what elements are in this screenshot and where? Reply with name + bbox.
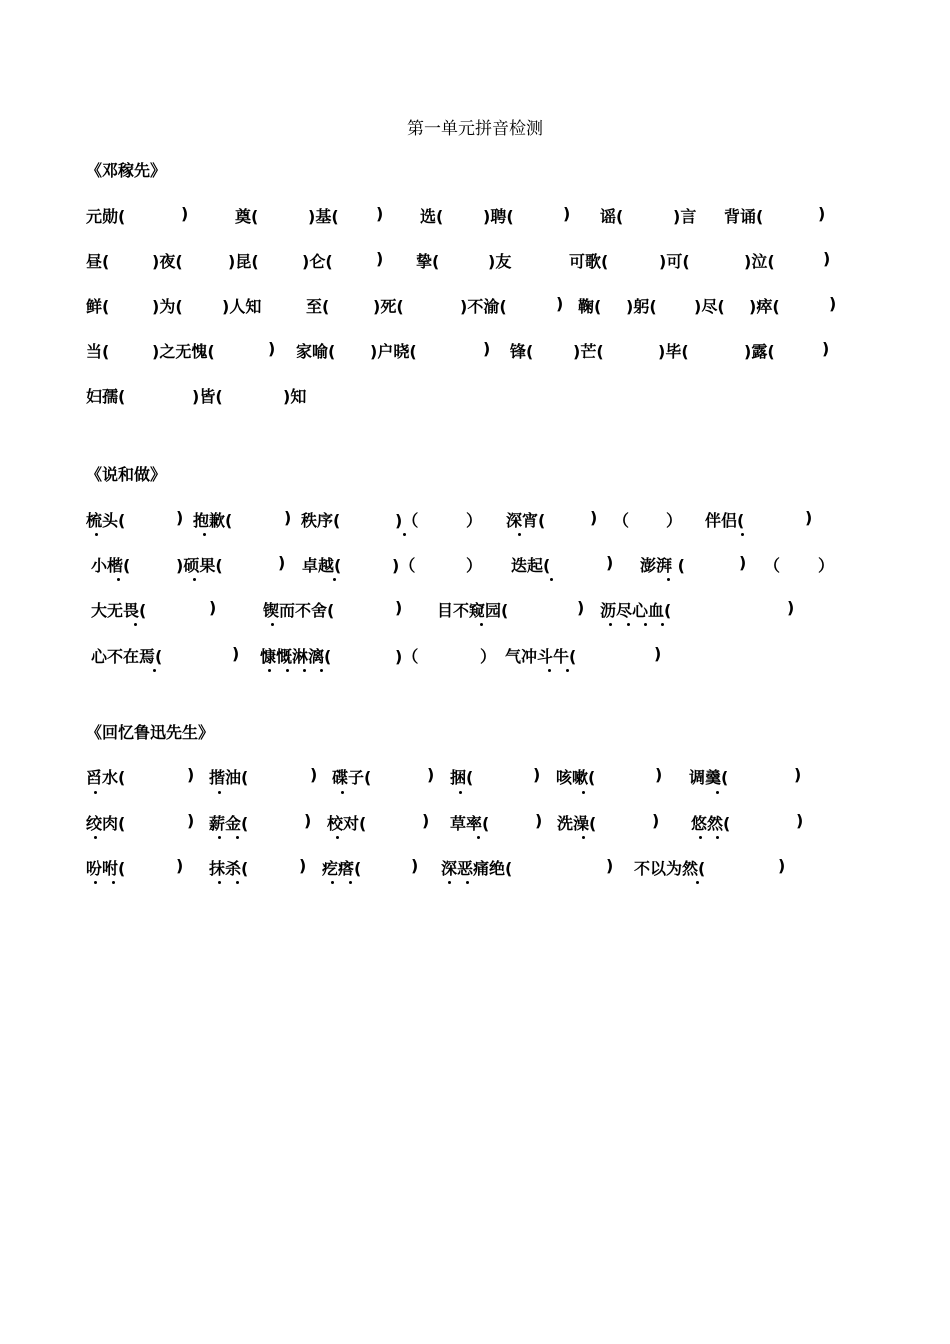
exercise-line — [0, 204, 950, 230]
exercise-text: ) — [654, 644, 662, 663]
exercise-text: )基( — [308, 207, 339, 226]
exercise-text: 挚( — [416, 252, 440, 271]
exercise-text: ) — [395, 598, 403, 617]
exercise-text: )（ — [392, 556, 416, 575]
exercise-line — [0, 249, 950, 275]
emphasis-dot — [336, 836, 339, 839]
emphasis-dot — [716, 791, 719, 794]
exercise-text: 澎湃 ( — [640, 556, 685, 575]
emphasis-dot — [582, 791, 585, 794]
exercise-text: （ — [613, 511, 630, 530]
emphasis-dot — [341, 791, 344, 794]
emphasis-dot — [582, 836, 585, 839]
exercise-line — [0, 384, 950, 410]
emphasis-dot — [333, 578, 336, 581]
emphasis-dot — [741, 533, 744, 536]
exercise-text: 捆( — [450, 768, 474, 787]
exercise-text: 小楷( — [91, 556, 131, 575]
exercise-text: 卓越( — [302, 556, 342, 575]
exercise-text: 当( — [86, 342, 110, 361]
emphasis-dot — [112, 881, 115, 884]
exercise-text: )（ — [395, 511, 419, 530]
emphasis-dot — [448, 881, 451, 884]
exercise-text: ) — [209, 598, 217, 617]
exercise-text: )毕( — [658, 342, 689, 361]
exercise-text: ) — [422, 811, 430, 830]
exercise-text: 至( — [306, 297, 330, 316]
emphasis-dot — [268, 669, 271, 672]
exercise-text: 碟子( — [332, 768, 372, 787]
exercise-text: )芒( — [573, 342, 604, 361]
exercise-text: ) — [577, 598, 585, 617]
exercise-text: 元勋( — [86, 207, 126, 226]
exercise-text: ) — [805, 508, 813, 527]
emphasis-dot — [403, 533, 406, 536]
exercise-text: ） — [480, 647, 497, 666]
emphasis-dot — [477, 836, 480, 839]
emphasis-dot — [696, 881, 699, 884]
exercise-text: )仑( — [302, 252, 333, 271]
section-title: 《回忆鲁迅先生》 — [86, 723, 215, 742]
exercise-text: ) — [232, 644, 240, 663]
exercise-text: ) — [483, 339, 491, 358]
exercise-line — [0, 508, 950, 534]
exercise-text: ) — [590, 508, 598, 527]
exercise-text: 锋( — [510, 342, 534, 361]
exercise-text: )知 — [283, 387, 307, 406]
emphasis-dot — [644, 623, 647, 626]
emphasis-dot — [153, 669, 156, 672]
exercise-text: 舀水( — [86, 768, 126, 787]
exercise-text: 选( — [420, 207, 444, 226]
emphasis-dot — [94, 791, 97, 794]
exercise-line — [0, 598, 950, 624]
exercise-line — [0, 811, 950, 837]
exercise-text: 薪金( — [209, 814, 249, 833]
exercise-text: ) — [796, 811, 804, 830]
exercise-text: 调羹( — [689, 768, 729, 787]
emphasis-dot — [331, 881, 334, 884]
exercise-text: 迭起( — [511, 556, 551, 575]
exercise-text: ) — [794, 765, 802, 784]
exercise-text: ) — [818, 204, 826, 223]
emphasis-dot — [349, 881, 352, 884]
exercise-text: )露( — [744, 342, 775, 361]
exercise-text: )聘( — [483, 207, 514, 226]
exercise-text: 妇孺( — [86, 387, 126, 406]
emphasis-dot — [566, 669, 569, 672]
exercise-text: 揩油( — [209, 768, 249, 787]
emphasis-dot — [303, 669, 306, 672]
exercise-text: ) — [606, 856, 614, 875]
emphasis-dot — [134, 623, 137, 626]
exercise-text: 吩咐( — [86, 859, 126, 878]
exercise-text: ) — [556, 294, 564, 313]
exercise-text: 深恶痛绝( — [441, 859, 513, 878]
exercise-text: ) — [535, 811, 543, 830]
exercise-text: 昼( — [86, 252, 110, 271]
exercise-text: ) — [563, 204, 571, 223]
exercise-text: 悠然( — [691, 814, 731, 833]
exercise-text: )皆( — [192, 387, 223, 406]
emphasis-dot — [95, 533, 98, 536]
exercise-text: )人知 — [222, 297, 262, 316]
exercise-text: 不以为然( — [634, 859, 706, 878]
emphasis-dot — [203, 533, 206, 536]
exercise-text: 慷慨淋漓( — [260, 647, 332, 666]
exercise-text: ) — [299, 856, 307, 875]
exercise-text: ) — [787, 598, 795, 617]
exercise-text: 梳头( — [86, 511, 126, 530]
exercise-text: ) — [376, 249, 384, 268]
emphasis-dot — [518, 533, 521, 536]
emphasis-dot — [320, 669, 323, 672]
exercise-text: ) — [822, 339, 830, 358]
exercise-text: ) — [268, 339, 276, 358]
exercise-text: ) — [778, 856, 786, 875]
exercise-text: ) — [187, 811, 195, 830]
exercise-text: 沥尽心血( — [600, 601, 672, 620]
emphasis-dot — [548, 669, 551, 672]
exercise-text: )户晓( — [370, 342, 417, 361]
emphasis-dot — [94, 881, 97, 884]
exercise-text: ) — [376, 204, 384, 223]
exercise-line — [0, 856, 950, 882]
exercise-text: )为( — [152, 297, 183, 316]
emphasis-dot — [459, 791, 462, 794]
exercise-text: ) — [304, 811, 312, 830]
exercise-text: )可( — [659, 252, 690, 271]
exercise-text: ) — [284, 508, 292, 527]
emphasis-dot — [699, 836, 702, 839]
emphasis-dot — [661, 623, 664, 626]
exercise-text: ) — [411, 856, 419, 875]
exercise-text: 奠( — [235, 207, 259, 226]
emphasis-dot — [236, 881, 239, 884]
exercise-text: ） — [818, 556, 835, 575]
exercise-text: 洗澡( — [557, 814, 597, 833]
emphasis-dot — [550, 578, 553, 581]
exercise-line — [0, 294, 950, 320]
exercise-text: )瘁( — [749, 297, 780, 316]
exercise-text: )（ — [395, 647, 419, 666]
exercise-text: 咳嗽( — [556, 768, 596, 787]
emphasis-dot — [218, 791, 221, 794]
emphasis-dot — [193, 578, 196, 581]
exercise-text: ) — [181, 204, 189, 223]
exercise-text: 背诵( — [724, 207, 764, 226]
exercise-text: )尽( — [694, 297, 725, 316]
exercise-text: ) — [176, 856, 184, 875]
exercise-text: )言 — [673, 207, 697, 226]
exercise-text: 伴侣( — [705, 511, 745, 530]
emphasis-dot — [218, 881, 221, 884]
exercise-text: 绞肉( — [86, 814, 126, 833]
exercise-text: ) — [739, 553, 747, 572]
emphasis-dot — [480, 623, 483, 626]
emphasis-dot — [271, 623, 274, 626]
exercise-text: 抱歉( — [193, 511, 233, 530]
exercise-text: )死( — [373, 297, 404, 316]
exercise-text: 秩序( — [301, 511, 341, 530]
exercise-text: 疙瘩( — [322, 859, 362, 878]
exercise-text: 锲而不舍( — [263, 601, 335, 620]
exercise-line — [0, 339, 950, 365]
exercise-text: 校对( — [327, 814, 367, 833]
exercise-text: 大无畏( — [91, 601, 147, 620]
exercise-text: ) — [187, 765, 195, 784]
exercise-text: ) — [606, 553, 614, 572]
exercise-text: ) — [310, 765, 318, 784]
exercise-line — [0, 553, 950, 579]
exercise-text: ) — [652, 811, 660, 830]
page-title: 第一单元拼音检测 — [407, 119, 543, 139]
exercise-text: （ — [764, 556, 781, 575]
emphasis-dot — [716, 836, 719, 839]
exercise-text: 气冲斗牛( — [505, 647, 577, 666]
exercise-text: 心不在焉( — [91, 647, 163, 666]
exercise-text: 目不窥园( — [437, 601, 509, 620]
exercise-text: ) — [533, 765, 541, 784]
emphasis-dot — [218, 836, 221, 839]
exercise-text: 谣( — [600, 207, 624, 226]
section-title: 《说和做》 — [86, 465, 167, 484]
emphasis-dot — [609, 623, 612, 626]
exercise-text: )躬( — [626, 297, 657, 316]
exercise-text: )泣( — [744, 252, 775, 271]
emphasis-dot — [94, 836, 97, 839]
exercise-text: )硕果( — [176, 556, 223, 575]
emphasis-dot — [286, 669, 289, 672]
exercise-line — [0, 765, 950, 791]
exercise-text: )夜( — [152, 252, 183, 271]
emphasis-dot — [627, 623, 630, 626]
exercise-text: ) — [427, 765, 435, 784]
exercise-text: ） — [466, 511, 483, 530]
exercise-text: )友 — [488, 252, 512, 271]
exercise-text: ） — [466, 556, 483, 575]
exercise-text: 可歌( — [569, 252, 609, 271]
section-title: 《邓稼先》 — [86, 161, 167, 180]
emphasis-dot — [236, 836, 239, 839]
exercise-text: ) — [823, 249, 831, 268]
exercise-text: ) — [829, 294, 837, 313]
exercise-text: )不渝( — [460, 297, 507, 316]
exercise-text: 草率( — [450, 814, 490, 833]
emphasis-dot — [117, 578, 120, 581]
exercise-text: ） — [666, 511, 683, 530]
exercise-text: ) — [655, 765, 663, 784]
emphasis-dot — [667, 578, 670, 581]
emphasis-dot — [466, 881, 469, 884]
exercise-line — [0, 644, 950, 670]
exercise-text: 抹杀( — [209, 859, 249, 878]
exercise-text: ) — [176, 508, 184, 527]
exercise-text: 鲜( — [86, 297, 110, 316]
exercise-text: )之无愧( — [152, 342, 215, 361]
exercise-text: )昆( — [228, 252, 259, 271]
exercise-text: 家喻( — [296, 342, 336, 361]
exercise-text: 深宵( — [506, 511, 546, 530]
exercise-text: 鞠( — [578, 297, 602, 316]
exercise-text: ) — [278, 553, 286, 572]
